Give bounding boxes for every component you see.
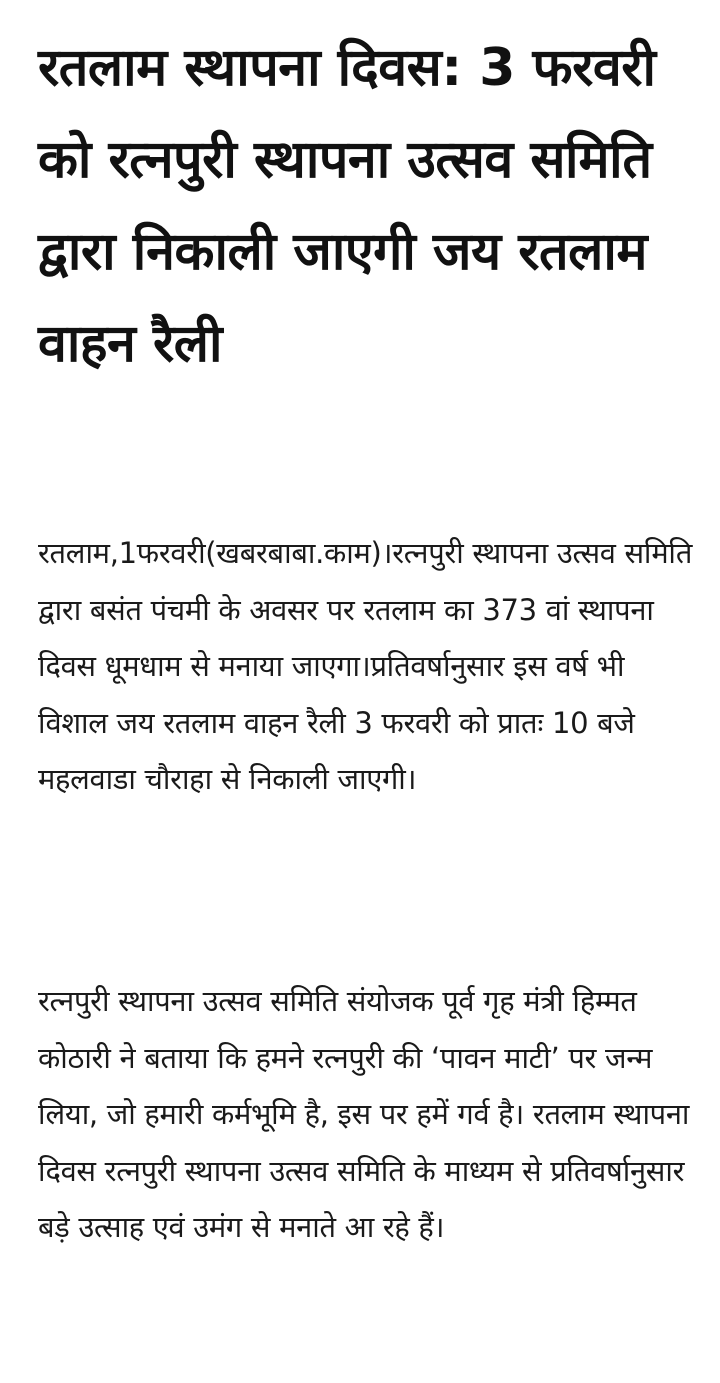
article-headline: रतलाम स्थापना दिवस: 3 फरवरी को रत्नपुरी स्थापना उत्सव समिति द्वारा निकाली जाएगी जय रतलाम वाहन रैली	[38, 38, 656, 374]
article-paragraph-1: रतलाम,1फरवरी(खबरबाबा.काम)।रत्नपुरी स्थापना उत्सव समिति द्वारा बसंत पंचमी के अवसर पर रतलाम का 373 वां स्थापना दिवस धूमधाम से मनाया जाएगा।प्रतिवर्षानुसार इस वर्ष भी विशाल जय रतलाम वाहन रैली 3 फरवरी को प्रातः 10 बजे महलवाडा चौराहा से निकाली जाएगी।	[38, 536, 693, 796]
article-paragraph-2: रत्नपुरी स्थापना उत्सव समिति संयोजक पूर्व गृह मंत्री हिम्मत कोठारी ने बताया कि हमने रत्नपुरी की ‘पावन माटी’ पर जन्म लिया, जो हमारी कर्मभूमि है, इस पर हमें गर्व है। रतलाम स्थापना दिवस रत्नपुरी स्थापना उत्सव समिति के माध्यम से प्रतिवर्षानुसार बड़े उत्साह एवं उमंग से मनाते आ रहे हैं।	[38, 984, 690, 1244]
news-article	[38, 0, 698, 1244]
